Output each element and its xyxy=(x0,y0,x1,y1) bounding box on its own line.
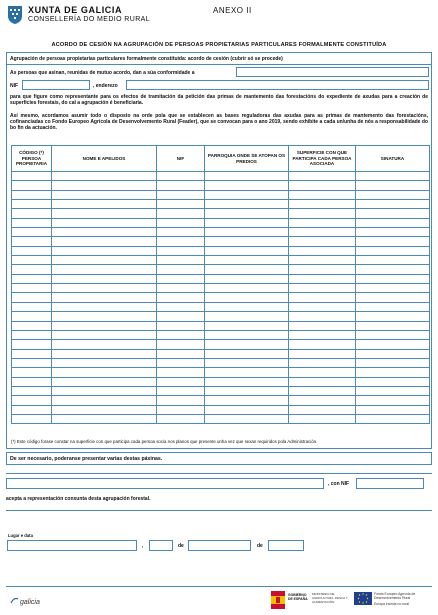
table-cell[interactable] xyxy=(289,396,356,405)
header-superficie: SUPERFICIE CON QUE PARTICIPA CADA PERSOA ASOCIADA xyxy=(289,146,356,172)
table-cell[interactable] xyxy=(356,358,430,367)
table-cell[interactable] xyxy=(52,386,157,395)
annex-label: ANEXO II xyxy=(213,6,252,15)
table-cell[interactable] xyxy=(12,377,52,386)
table-cell[interactable] xyxy=(157,386,205,395)
table-cell[interactable] xyxy=(289,330,356,339)
table-cell[interactable] xyxy=(52,349,157,358)
table-cell[interactable] xyxy=(157,358,205,367)
table-cell[interactable] xyxy=(52,405,157,414)
table-cell[interactable] xyxy=(12,358,52,367)
table-cell[interactable] xyxy=(157,340,205,349)
table-cell[interactable] xyxy=(356,349,430,358)
acepta-text: acepta a representación conxunta desta agrupación forestal. xyxy=(6,496,151,502)
table-cell[interactable] xyxy=(356,312,430,321)
representative-name-field[interactable] xyxy=(236,67,429,77)
divider xyxy=(6,586,432,587)
table-row xyxy=(12,237,430,246)
representante-text: para que figure como representante para os efectos de tramitación da petición das primas de mantemento das forestacións do expediente de axudas para a creación de superficies forestais, do cal a agrupación é beneficiaria. xyxy=(10,94,428,107)
table-cell[interactable] xyxy=(205,228,289,237)
table-row xyxy=(12,340,430,349)
table-cell[interactable] xyxy=(205,405,289,414)
header-parroquia: PARROQUIA ONDE SE ATOPAN OS PREDIOS xyxy=(205,146,289,172)
pages-note: De ser necesario, poderanse presentar varias destas páxinas. xyxy=(10,456,163,462)
table-row xyxy=(12,396,430,405)
header-codigo: CÓDIGO (*) PERSOA PROPIETARIA xyxy=(12,146,52,172)
table-cell[interactable] xyxy=(52,368,157,377)
members-table xyxy=(11,145,430,424)
table-cell[interactable] xyxy=(356,405,430,414)
table-cell[interactable] xyxy=(52,265,157,274)
table-cell[interactable] xyxy=(205,293,289,302)
table-cell[interactable] xyxy=(356,330,430,339)
table-cell[interactable] xyxy=(157,200,205,209)
table-cell[interactable] xyxy=(12,265,52,274)
table-cell[interactable] xyxy=(356,246,430,255)
nif-field[interactable] xyxy=(22,80,90,90)
table-cell[interactable] xyxy=(356,386,430,395)
table-cell[interactable] xyxy=(157,190,205,199)
table-cell[interactable] xyxy=(52,312,157,321)
table-cell[interactable] xyxy=(289,321,356,330)
table-cell[interactable] xyxy=(205,358,289,367)
table-cell[interactable] xyxy=(157,228,205,237)
table-cell[interactable] xyxy=(52,377,157,386)
table-cell[interactable] xyxy=(157,237,205,246)
table-cell[interactable] xyxy=(289,358,356,367)
table-cell[interactable] xyxy=(157,368,205,377)
table-cell[interactable] xyxy=(52,293,157,302)
eu-flag-icon xyxy=(354,592,372,605)
table-cell[interactable] xyxy=(356,302,430,311)
de-label-1: de xyxy=(178,543,184,549)
table-cell[interactable] xyxy=(356,274,430,283)
table-cell[interactable] xyxy=(157,414,205,423)
accepting-person-field[interactable] xyxy=(6,478,324,489)
table-row xyxy=(12,228,430,237)
table-row xyxy=(12,274,430,283)
table-cell[interactable] xyxy=(12,312,52,321)
table-cell[interactable] xyxy=(12,237,52,246)
table-cell[interactable] xyxy=(12,368,52,377)
galicia-footer-logo xyxy=(10,597,40,606)
table-cell[interactable] xyxy=(12,293,52,302)
table-cell[interactable] xyxy=(205,302,289,311)
year-field[interactable] xyxy=(268,540,304,551)
table-row xyxy=(12,386,430,395)
table-cell[interactable] xyxy=(356,368,430,377)
document-title: ACORDO DE CESIÓN NA AGRUPACIÓN DE PERSOAS PROPIETARIAS PARTICULARES FORMALMENTE CONSTITUÍDA xyxy=(51,42,387,48)
table-cell[interactable] xyxy=(289,405,356,414)
table-cell[interactable] xyxy=(356,172,430,181)
table-cell[interactable] xyxy=(289,218,356,227)
table-cell[interactable] xyxy=(157,321,205,330)
comma-separator: , xyxy=(142,543,144,549)
table-cell[interactable] xyxy=(205,312,289,321)
table-cell[interactable] xyxy=(289,181,356,190)
table-cell[interactable] xyxy=(157,302,205,311)
table-cell[interactable] xyxy=(356,190,430,199)
table-cell[interactable] xyxy=(289,265,356,274)
table-cell[interactable] xyxy=(52,321,157,330)
table-cell[interactable] xyxy=(205,368,289,377)
table-cell[interactable] xyxy=(356,218,430,227)
table-cell[interactable] xyxy=(12,228,52,237)
table-row xyxy=(12,284,430,293)
table-cell[interactable] xyxy=(356,181,430,190)
table-row xyxy=(12,312,430,321)
table-cell[interactable] xyxy=(356,321,430,330)
table-cell[interactable] xyxy=(289,274,356,283)
table-cell[interactable] xyxy=(289,246,356,255)
asi-mesmo-text: Así mesmo, acordamos asumir todo o disposto na orde pola que se establecen as bases reguladoras das axudas para as primas de mantemento das forestacións, cofinanciadas co Fondo Europeo Agrícola de Desenvolvemento Rural (Feader), que se convocan para o ano 2019, sendo exhibite a cada un/unha de nós a responsabilidade do bo fin da actuación. xyxy=(10,113,428,132)
table-cell[interactable] xyxy=(157,312,205,321)
table-cell[interactable] xyxy=(157,265,205,274)
table-cell[interactable] xyxy=(12,321,52,330)
table-cell[interactable] xyxy=(289,368,356,377)
table-cell[interactable] xyxy=(12,274,52,283)
table-cell[interactable] xyxy=(356,200,430,209)
table-cell[interactable] xyxy=(12,396,52,405)
table-row xyxy=(12,200,430,209)
table-cell[interactable] xyxy=(157,396,205,405)
logo-title: XUNTA DE GALICIA xyxy=(28,5,123,15)
month-field[interactable] xyxy=(188,540,251,551)
table-row xyxy=(12,358,430,367)
table-cell[interactable] xyxy=(289,172,356,181)
table-cell[interactable] xyxy=(12,414,52,423)
table-cell[interactable] xyxy=(52,237,157,246)
de-label-2: de xyxy=(257,543,263,549)
table-cell[interactable] xyxy=(157,172,205,181)
table-cell[interactable] xyxy=(157,181,205,190)
divider xyxy=(7,64,431,65)
table-cell[interactable] xyxy=(289,302,356,311)
table-cell[interactable] xyxy=(356,265,430,274)
table-cell[interactable] xyxy=(52,209,157,218)
con-nif-label: , con NIF xyxy=(328,481,350,487)
table-row xyxy=(12,218,430,227)
table-row xyxy=(12,368,430,377)
place-field[interactable] xyxy=(7,540,137,551)
ministry-name: GOBIERNO DE ESPAÑA xyxy=(288,593,308,601)
table-cell[interactable] xyxy=(157,274,205,283)
day-field[interactable] xyxy=(149,540,173,551)
table-cell[interactable] xyxy=(12,181,52,190)
table-row xyxy=(12,377,430,386)
table-cell[interactable] xyxy=(157,246,205,255)
eu-motto: Europa investe no rural xyxy=(374,602,410,606)
table-cell[interactable] xyxy=(356,414,430,423)
table-cell[interactable] xyxy=(52,274,157,283)
table-cell[interactable] xyxy=(157,377,205,386)
table-cell[interactable] xyxy=(12,172,52,181)
table-cell[interactable] xyxy=(12,246,52,255)
table-cell[interactable] xyxy=(157,293,205,302)
table-row xyxy=(12,181,430,190)
table-row xyxy=(12,209,430,218)
table-cell[interactable] xyxy=(289,209,356,218)
table-cell[interactable] xyxy=(205,377,289,386)
table-cell[interactable] xyxy=(289,340,356,349)
table-cell[interactable] xyxy=(205,274,289,283)
table-row xyxy=(12,256,430,265)
table-cell[interactable] xyxy=(289,377,356,386)
logo-subtitle: CONSELLERÍA DO MEDIO RURAL xyxy=(28,16,151,23)
table-cell[interactable] xyxy=(52,200,157,209)
table-cell[interactable] xyxy=(52,340,157,349)
galicia-logo-text: galicia xyxy=(20,599,40,606)
ministry-dept: MINISTERIO DE AGRICULTURA, PESCA Y ALIMENTACIÓN xyxy=(312,592,348,604)
table-cell[interactable] xyxy=(52,228,157,237)
lugar-data-label: Lugar e data xyxy=(8,533,33,538)
accepting-nif-field[interactable] xyxy=(356,478,424,489)
table-cell[interactable] xyxy=(356,237,430,246)
table-cell[interactable] xyxy=(157,256,205,265)
table-cell[interactable] xyxy=(52,190,157,199)
eu-fund-text: Fondo Europeo Agrícola de Desenvolvemento Rural xyxy=(374,592,416,600)
table-cell[interactable] xyxy=(289,256,356,265)
table-cell[interactable] xyxy=(52,284,157,293)
table-cell[interactable] xyxy=(205,190,289,199)
table-cell[interactable] xyxy=(205,386,289,395)
table-row xyxy=(12,405,430,414)
address-field[interactable] xyxy=(126,80,429,90)
table-cell[interactable] xyxy=(52,218,157,227)
table-cell[interactable] xyxy=(205,396,289,405)
table-cell[interactable] xyxy=(52,414,157,423)
table-row xyxy=(12,330,430,339)
table-row xyxy=(12,349,430,358)
table-cell[interactable] xyxy=(12,200,52,209)
eu-feader-logo xyxy=(354,591,432,609)
table-cell[interactable] xyxy=(205,349,289,358)
table-row xyxy=(12,265,430,274)
table-cell[interactable] xyxy=(12,349,52,358)
table-cell[interactable] xyxy=(356,228,430,237)
table-cell[interactable] xyxy=(356,256,430,265)
table-cell[interactable] xyxy=(12,284,52,293)
table-cell[interactable] xyxy=(205,181,289,190)
table-cell[interactable] xyxy=(289,349,356,358)
table-cell[interactable] xyxy=(12,218,52,227)
xunta-shield-icon xyxy=(6,5,24,25)
table-cell[interactable] xyxy=(289,190,356,199)
table-cell[interactable] xyxy=(289,386,356,395)
table-row xyxy=(12,293,430,302)
nif-label: NIF xyxy=(10,83,19,89)
table-cell[interactable] xyxy=(289,284,356,293)
table-cell[interactable] xyxy=(289,228,356,237)
table-cell[interactable] xyxy=(157,284,205,293)
table-cell[interactable] xyxy=(356,284,430,293)
header xyxy=(6,4,432,28)
table-cell[interactable] xyxy=(289,293,356,302)
table-cell[interactable] xyxy=(356,396,430,405)
ministry-logo xyxy=(271,591,349,609)
table-row xyxy=(12,172,430,181)
table-cell[interactable] xyxy=(12,190,52,199)
table-cell[interactable] xyxy=(157,349,205,358)
pages-note-band xyxy=(6,452,432,465)
enderezo-label: , enderezo xyxy=(93,83,118,89)
table-cell[interactable] xyxy=(205,340,289,349)
table-row xyxy=(12,190,430,199)
table-cell[interactable] xyxy=(356,377,430,386)
table-cell[interactable] xyxy=(12,330,52,339)
table-cell[interactable] xyxy=(205,330,289,339)
agrupacion-label: Agrupación de persoas propietarias particulares formalmente constituída: acordo de cesión (cubrir só se procede) xyxy=(10,56,283,62)
table-cell[interactable] xyxy=(205,246,289,255)
table-cell[interactable] xyxy=(12,256,52,265)
divider xyxy=(6,510,432,511)
table-cell[interactable] xyxy=(52,172,157,181)
table-cell[interactable] xyxy=(289,200,356,209)
table-cell[interactable] xyxy=(12,405,52,414)
table-cell[interactable] xyxy=(289,414,356,423)
table-cell[interactable] xyxy=(12,209,52,218)
agreement-form xyxy=(6,52,432,449)
header-nome: NOME E APELIDOS xyxy=(52,146,157,172)
table-cell[interactable] xyxy=(205,209,289,218)
table-cell[interactable] xyxy=(52,181,157,190)
header-nif: NIF xyxy=(157,146,205,172)
table-cell[interactable] xyxy=(157,209,205,218)
table-cell[interactable] xyxy=(52,396,157,405)
table-cell[interactable] xyxy=(52,302,157,311)
table-cell[interactable] xyxy=(205,200,289,209)
table-cell[interactable] xyxy=(205,321,289,330)
table-cell[interactable] xyxy=(205,237,289,246)
table-cell[interactable] xyxy=(205,172,289,181)
table-cell[interactable] xyxy=(52,246,157,255)
table-cell[interactable] xyxy=(157,218,205,227)
table-row xyxy=(12,246,430,255)
table-cell[interactable] xyxy=(52,256,157,265)
table-cell[interactable] xyxy=(356,293,430,302)
table-cell[interactable] xyxy=(52,358,157,367)
table-cell[interactable] xyxy=(12,386,52,395)
table-cell[interactable] xyxy=(157,330,205,339)
table-cell[interactable] xyxy=(157,405,205,414)
table-footnote: (*) Este código forase constar na superficie con que participa cada persoa socia nos planos que presente unha vez que sexan requiridos pola Administración. xyxy=(11,439,318,444)
table-row xyxy=(12,321,430,330)
table-cell[interactable] xyxy=(12,340,52,349)
table-cell[interactable] xyxy=(12,302,52,311)
table-row xyxy=(12,302,430,311)
header-sinatura: SINATURA xyxy=(356,146,430,172)
table-cell[interactable] xyxy=(205,256,289,265)
table-row xyxy=(12,414,430,423)
table-cell[interactable] xyxy=(205,284,289,293)
spain-coat-icon xyxy=(271,591,285,609)
galicia-logo-icon xyxy=(10,597,19,605)
table-cell[interactable] xyxy=(356,209,430,218)
table-cell[interactable] xyxy=(205,218,289,227)
table-cell[interactable] xyxy=(289,312,356,321)
table-cell[interactable] xyxy=(289,237,356,246)
divider xyxy=(6,473,432,474)
table-cell[interactable] xyxy=(205,414,289,423)
table-cell[interactable] xyxy=(52,330,157,339)
asinan-label: As persoas que asinan, reunidas de mutuo acordo, dan a súa conformidade a xyxy=(10,70,195,76)
table-cell[interactable] xyxy=(356,340,430,349)
table-header-row xyxy=(12,146,430,172)
table-cell[interactable] xyxy=(205,265,289,274)
